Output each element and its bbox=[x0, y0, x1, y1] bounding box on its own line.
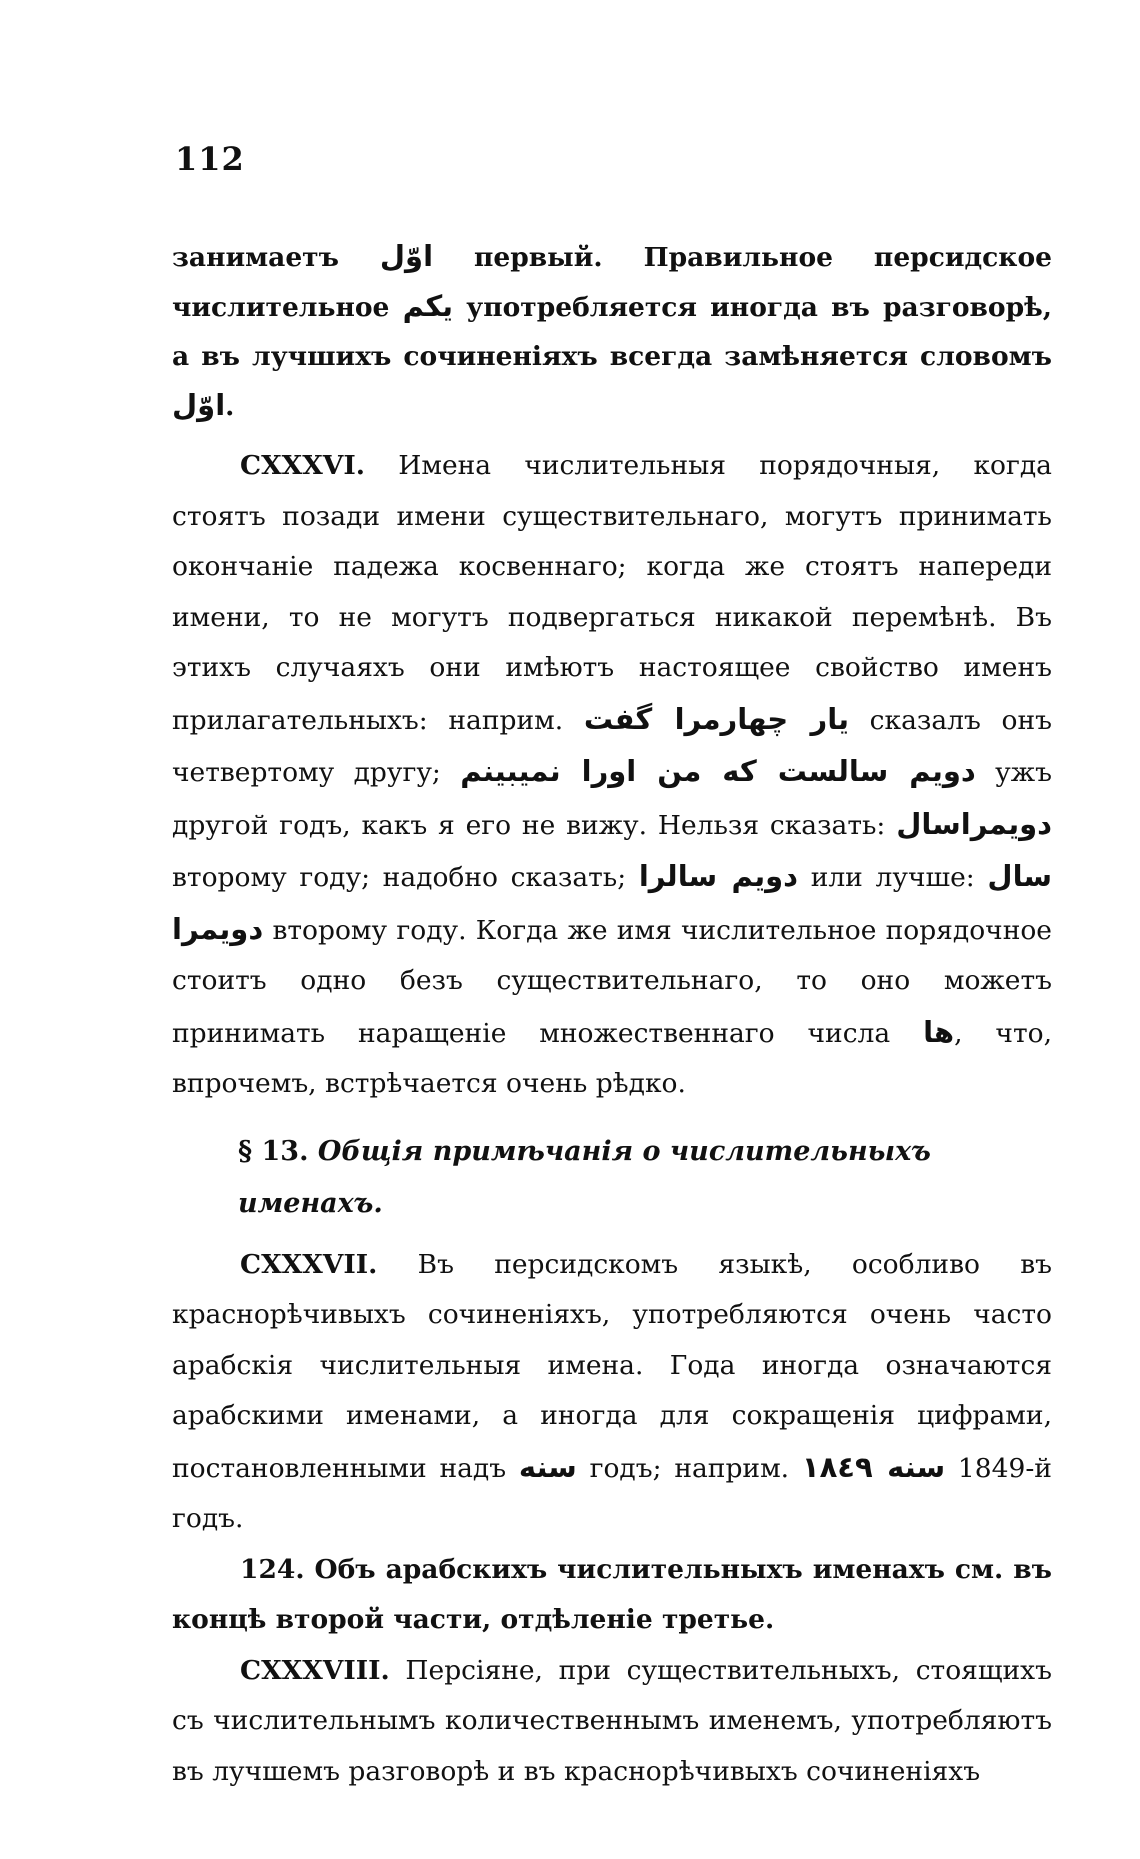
section-number: 124. bbox=[240, 1553, 305, 1585]
text-run: первый. Правильное персидское числительное bbox=[172, 242, 1052, 323]
text-run: или лучше: bbox=[810, 862, 975, 893]
body-text bbox=[172, 232, 1052, 1797]
persian-word: اوّل bbox=[172, 388, 226, 422]
paragraph-cxxxvii bbox=[172, 1240, 1052, 1545]
text-run: ужъ другой годъ, какъ я его не вижу. Нельзя сказать: bbox=[172, 757, 1052, 841]
section-number: CXXXVII. bbox=[240, 1248, 378, 1280]
persian-phrase: دویمراسال bbox=[896, 806, 1052, 841]
persian-word: ها bbox=[923, 1014, 955, 1049]
text-run: сказалъ онъ четвертому другу; bbox=[172, 704, 1052, 788]
persian-phrase: سال دویمرا bbox=[172, 859, 1052, 946]
text-run: второму году. Когда же имя числительное порядочное стоитъ одно безъ существительнаго, то оно можетъ принимать наращенiе множественнаго числа bbox=[172, 914, 1052, 1049]
section-number: CXXXVIII. bbox=[240, 1654, 390, 1686]
section-number: CXXXVI. bbox=[240, 450, 365, 481]
text-run: , что, впрочемъ, встрѣчается очень рѣдко. bbox=[172, 1017, 1052, 1099]
persian-phrase: دویم سالرا bbox=[638, 859, 798, 893]
paragraph-124 bbox=[172, 1545, 1052, 1646]
paragraph-cxxxvi bbox=[172, 441, 1052, 1110]
persian-word: اوّل bbox=[379, 239, 434, 273]
persian-word: یکم bbox=[402, 289, 454, 323]
page-number: 112 bbox=[175, 140, 245, 178]
section-title: Общiя примѣчанiя о числительныхъ именахъ. bbox=[238, 1135, 931, 1219]
text-run: Имена числительныя порядочныя, когда стоятъ позади имени существительнаго, могутъ принимать окончанiе падежа косвеннаго; когда же стоятъ напереди имени, то не могутъ подвергаться никакой перемѣнѣ. Въ этихъ случаяхъ они имѣютъ настоящее свойство именъ прилагательныхъ: наприм. bbox=[172, 450, 1052, 736]
text-run: годъ; наприм. bbox=[589, 1452, 790, 1484]
persian-date: سنه ١٨٤٩ bbox=[801, 1449, 946, 1484]
persian-word: سنه bbox=[518, 1449, 577, 1484]
text-run: Въ персидскомъ языкѣ, особливо въ краснорѣчивыхъ сочиненiяхъ, употребляются очень часто арабскiя числительныя имена. Года иногда означаются арабскими именами, а иногда для сокращенiя цифрами, постановленными надъ bbox=[172, 1248, 1052, 1484]
paragraph-continuation bbox=[172, 232, 1052, 431]
persian-phrase: دویم سالست که من اورا نمیبینم bbox=[460, 754, 976, 788]
text-run: Объ арабскихъ числительныхъ именахъ см. въ концѣ второй части, отдѣленiе третье. bbox=[172, 1553, 1052, 1635]
paragraph-cxxxviii bbox=[172, 1646, 1052, 1798]
text-run: второму году; надобно сказать; bbox=[172, 862, 627, 893]
persian-phrase: یار چهارمرا گفت bbox=[583, 701, 849, 736]
text-run: употребляется иногда въ разговорѣ, а въ лучшихъ сочиненiяхъ всегда замѣняется словомъ bbox=[172, 292, 1052, 372]
text-run: Персiяне, при существительныхъ, стоящихъ съ числительнымъ количественнымъ именемъ, употребляютъ въ лучшемъ разговорѣ и въ краснорѣчивыхъ сочиненiяхъ bbox=[172, 1654, 1052, 1787]
section-symbol: § 13. bbox=[238, 1135, 309, 1167]
section-heading bbox=[172, 1126, 1052, 1230]
text-run: занимаетъ bbox=[172, 242, 339, 273]
text-run: . bbox=[225, 391, 235, 422]
text-run: 1849-й годъ. bbox=[172, 1452, 1052, 1534]
